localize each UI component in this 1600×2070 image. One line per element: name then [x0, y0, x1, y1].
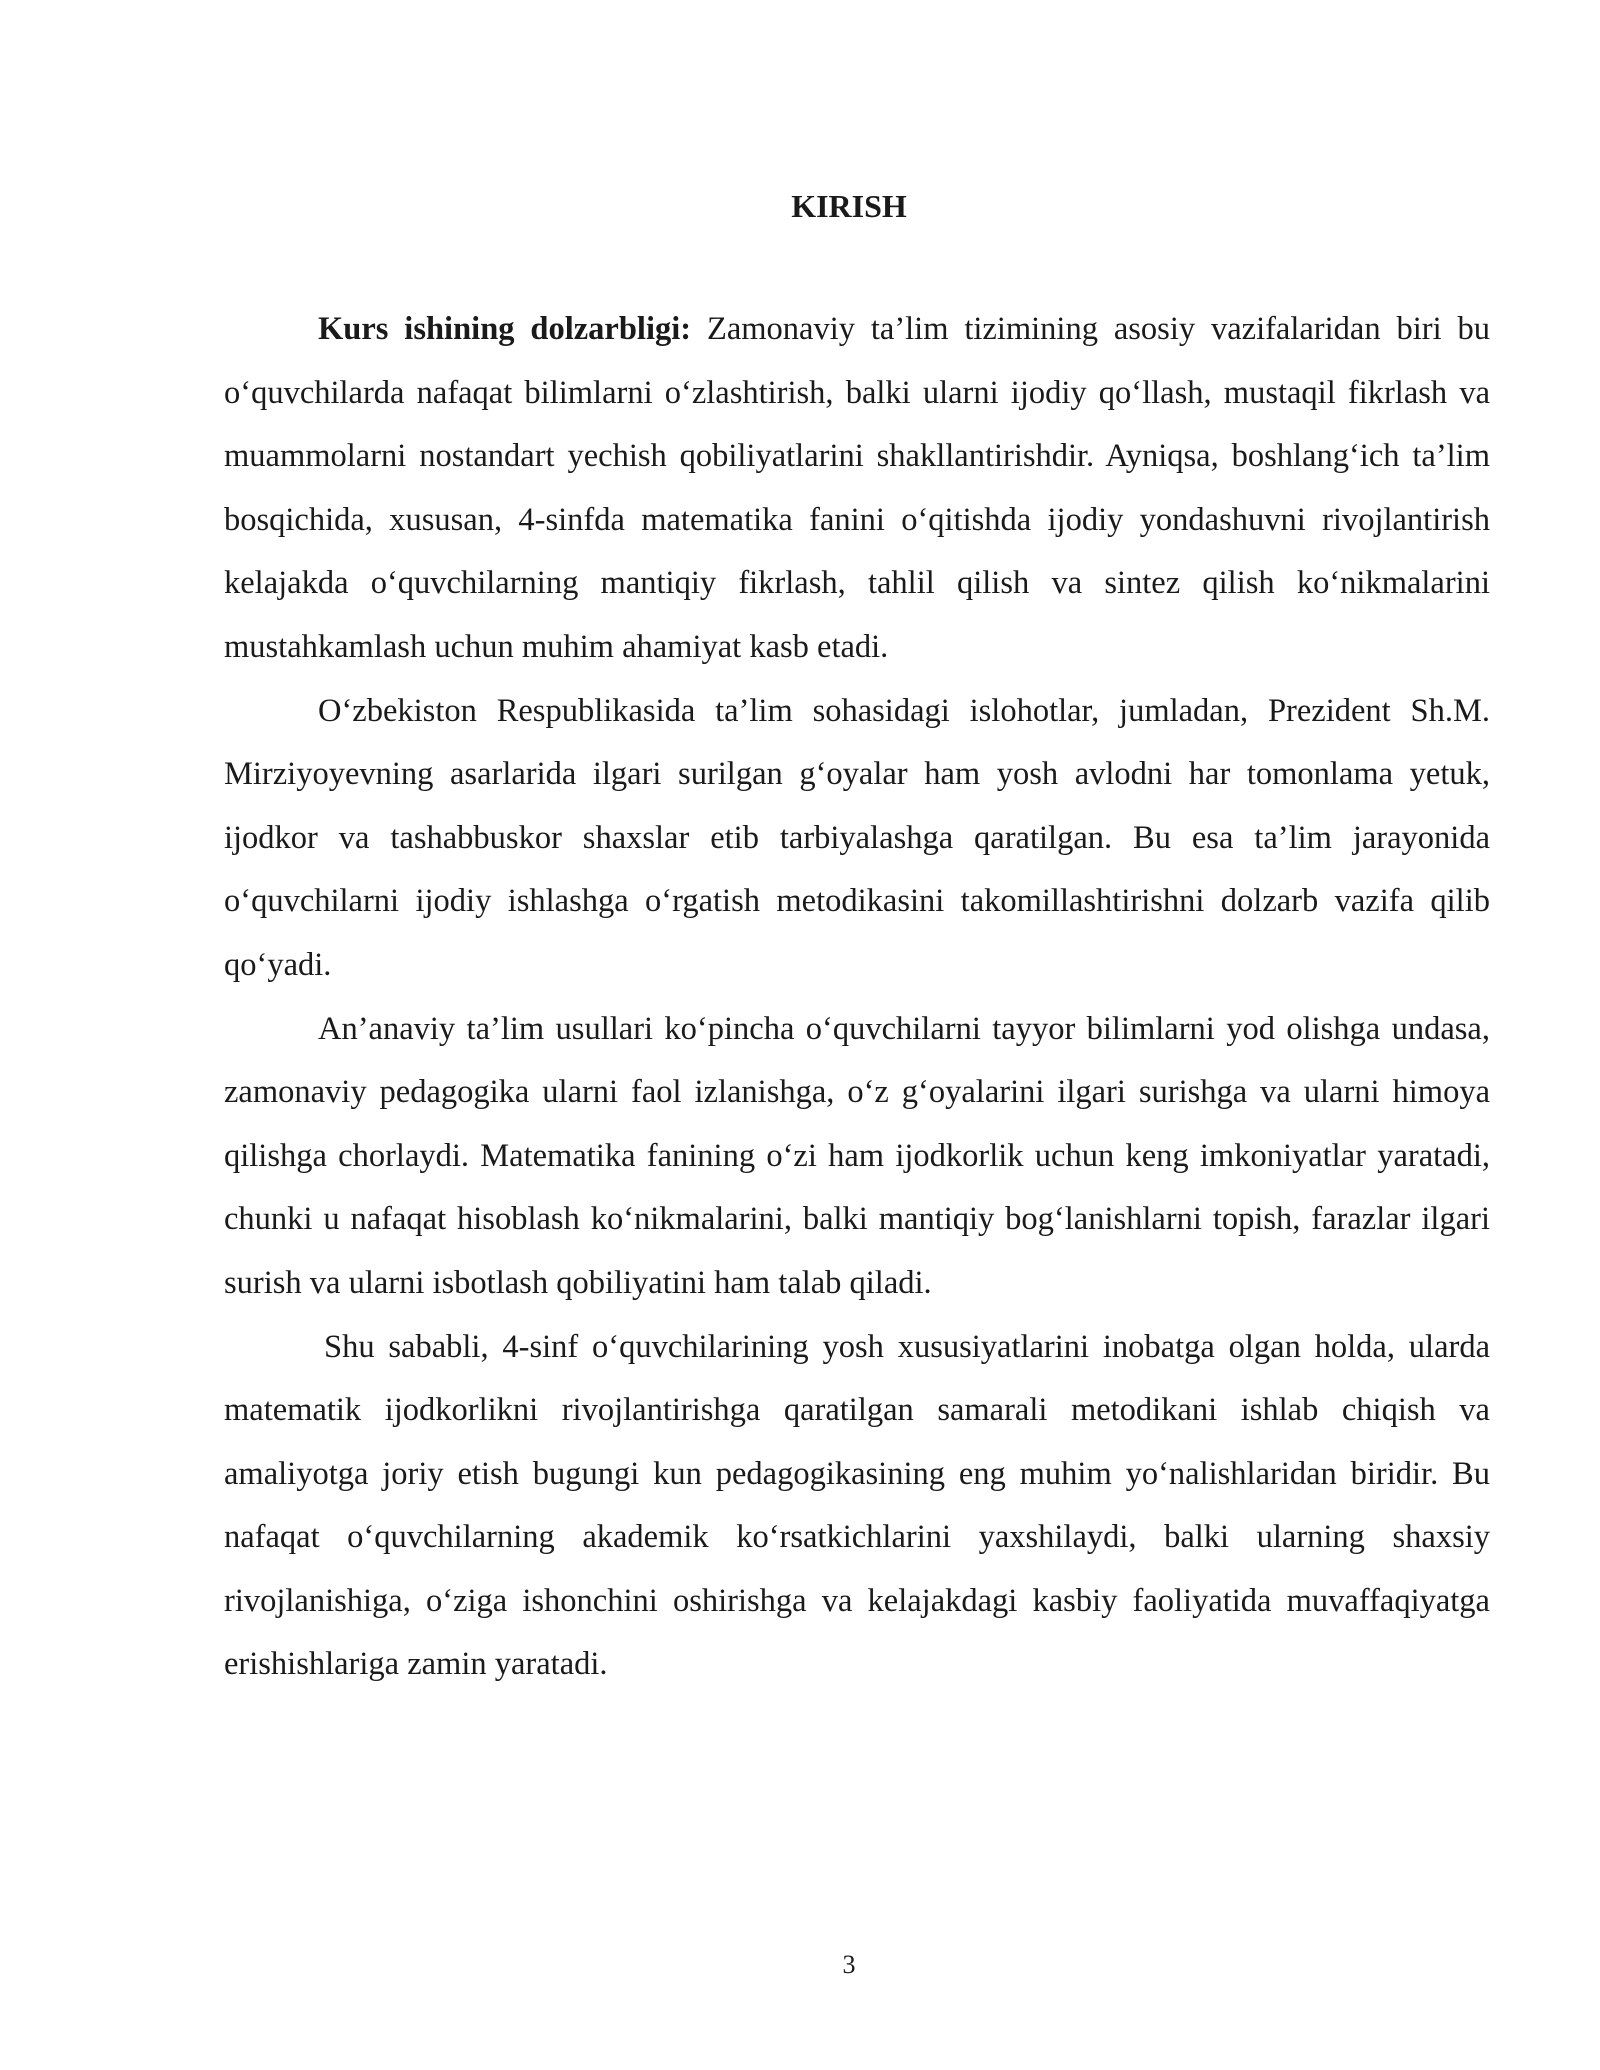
page-number: 3 — [842, 1950, 856, 1979]
page-title: KIRISH — [791, 188, 907, 224]
paragraph-3: An’anaviy ta’lim usullari ko‘pincha o‘quvchilarni tayyor bilimlarni yod olishga undasa, zamonaviy pedagogika ularni faol izlanishga, o‘z g‘oyalarini ilgari surishga va ularni himoya qilishga chorlaydi. Matematika fanining o‘zi ham ijodkorlik uchun keng imkoniyatlar yaratadi, chunki u nafaqat hisoblash ko‘nikmalarini, balki mantiqiy bog‘lanishlarni topish, farazlar ilgari surish va ularni isbotlash qobiliyatini ham talab qiladi. — [224, 1010, 1490, 1301]
paragraph-2: O‘zbekiston Respublikasida ta’lim sohasidagi islohotlar, jumladan, Prezident Sh.M. Mirziyoyevning asarlarida ilgari surilgan g‘oyalar ham yosh avlodni har tomonlama yetuk, ijodkor va tashabbuskor shaxslar etib tarbiyalashga qaratilgan. Bu esa ta’lim jarayonida o‘quvchilarni ijodiy ishlashga o‘rgatish metodikasini takomillashtirishni dolzarb vazifa qilib qo‘yadi. — [224, 692, 1490, 983]
paragraph-1 — [224, 298, 1490, 680]
body-text — [224, 298, 1490, 1697]
paragraph-text: Zamonaviy ta’lim tizimining asosiy vazifalaridan biri bu o‘quvchilarda nafaqat bilimlarni o‘zlashtirish, balki ularni ijodiy qo‘llash, mustaqil fikrlash va muammolarni nostandart yechish qobiliyatlarini shakllantirishdir. Ayniqsa, boshlang‘ich ta’lim bosqichida, xususan, 4-sinfda matematika fanini o‘qitishda ijodiy yondashuvni rivojlantirish kelajakda o‘quvchilarning mantiqiy fikrlash, tahlil qilish va sintez qilish ko‘nikmalarini mustahkamlash uchun muhim ahamiyat kasb etadi. — [224, 311, 1490, 665]
paragraph-lead: Kurs ishining dolzarbligi: — [318, 311, 692, 347]
paragraph-4: Shu sababli, 4-sinf o‘quvchilarining yosh xususiyatlarini inobatga olgan holda, ularda matematik ijodkorlikni rivojlantirishga qaratilgan samarali metodikani ishlab chiqish va amaliyotga joriy etish bugungi kun pedagogikasining eng muhim yo‘nalishlaridan biridir. Bu nafaqat o‘quvchilarning akademik ko‘rsatkichlarini yaxshilaydi, balki ularning shaxsiy rivojlanishiga, o‘ziga ishonchini oshirishga va kelajakdagi kasbiy faoliyatida muvaffaqiyatga erishishlariga zamin yaratadi. — [224, 1328, 1490, 1683]
